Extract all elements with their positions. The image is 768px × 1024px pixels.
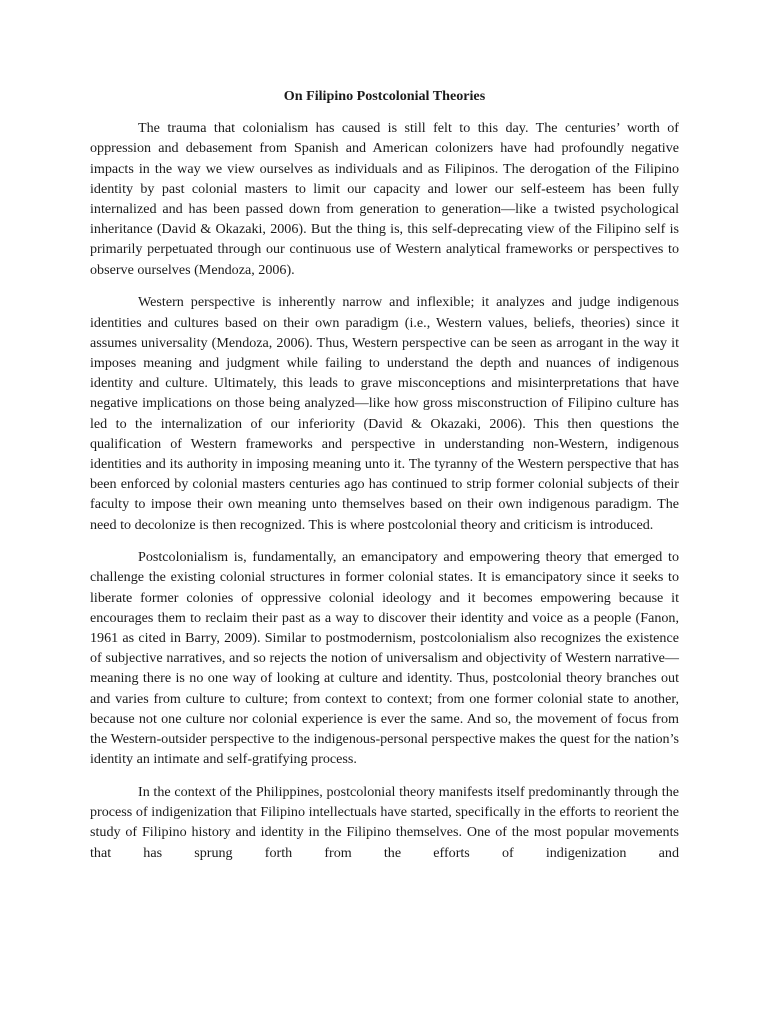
- document-body: [90, 86, 679, 875]
- paragraph-3: Postcolonialism is, fundamentally, an emancipatory and empowering theory that emerged to challenge the existing colonial structures in former colonial states. It is emancipatory since it seeks to liberate former colonies of oppressive colonial ideology and it becomes empowering because it encourages them to reclaim their past as a way to discover their identity and voice as a people (Fanon, 1961 as cited in Barry, 2009). Similar to postmodernism, postcolonialism also recognizes the existence of subjective narratives, and so rejects the notion of universalism and objectivity of Western narrative—meaning there is no one way of looking at culture and identity. Thus, postcolonial theory branches out and varies from culture to culture; from context to context; from one former colonial state to another, because not one culture nor colonial experience is ever the same. And so, the movement of focus from the Western-outsider perspective to the indigenous-personal perspective makes the quest for the nation’s identity an intimate and self-gratifying process.: [90, 549, 679, 768]
- document-title: On Filipino Postcolonial Theories: [283, 88, 486, 104]
- paragraph-2: Western perspective is inherently narrow and inflexible; it analyzes and judge indigenous identities and cultures based on their own paradigm (i.e., Western values, beliefs, theories) since it assumes universality (Mendoza, 2006). Thus, Western perspective can be seen as arrogant in the way it imposes meaning and judgment while failing to understand the depth and nuances of indigenous identity and culture. Ultimately, this leads to grave misconceptions and misinterpretations that have negative implications on those being analyzed—like how gross misconstruction of Filipino culture has led to the internalization of our inferiority (David & Okazaki, 2006). This then questions the qualification of Western frameworks and perspective in understanding non-Western, indigenous identities and its authority in imposing meaning unto it. The tyranny of the Western perspective that has been enforced by colonial masters centuries ago has continued to strip former colonial subjects of their faculty to impose their own meaning unto themselves based on their own indigenous paradigm. The need to decolonize is then recognized. This is where postcolonial theory and criticism is introduced.: [90, 294, 679, 533]
- paragraph-4: In the context of the Philippines, postcolonial theory manifests itself predominantly through the process of indigenization that Filipino intellectuals have started, specifically in the efforts to reorient the study of Filipino history and identity in the Filipino themselves. One of the most popular movements that has sprung forth from the efforts of indigenization and: [90, 784, 679, 861]
- paragraph-1: The trauma that colonialism has caused is still felt to this day. The centuries’ worth of oppression and debasement from Spanish and American colonizers have had profoundly negative impacts in the way we view ourselves as individuals and as Filipinos. The derogation of the Filipino identity by past colonial masters to limit our capacity and lower our self-esteem has been fully internalized and has been passed down from generation to generation—like a twisted psychological inheritance (David & Okazaki, 2006). But the thing is, this self-deprecating view of the Filipino self is primarily perpetuated through our continuous use of Western analytical frameworks or perspectives to observe ourselves (Mendoza, 2006).: [90, 120, 679, 278]
